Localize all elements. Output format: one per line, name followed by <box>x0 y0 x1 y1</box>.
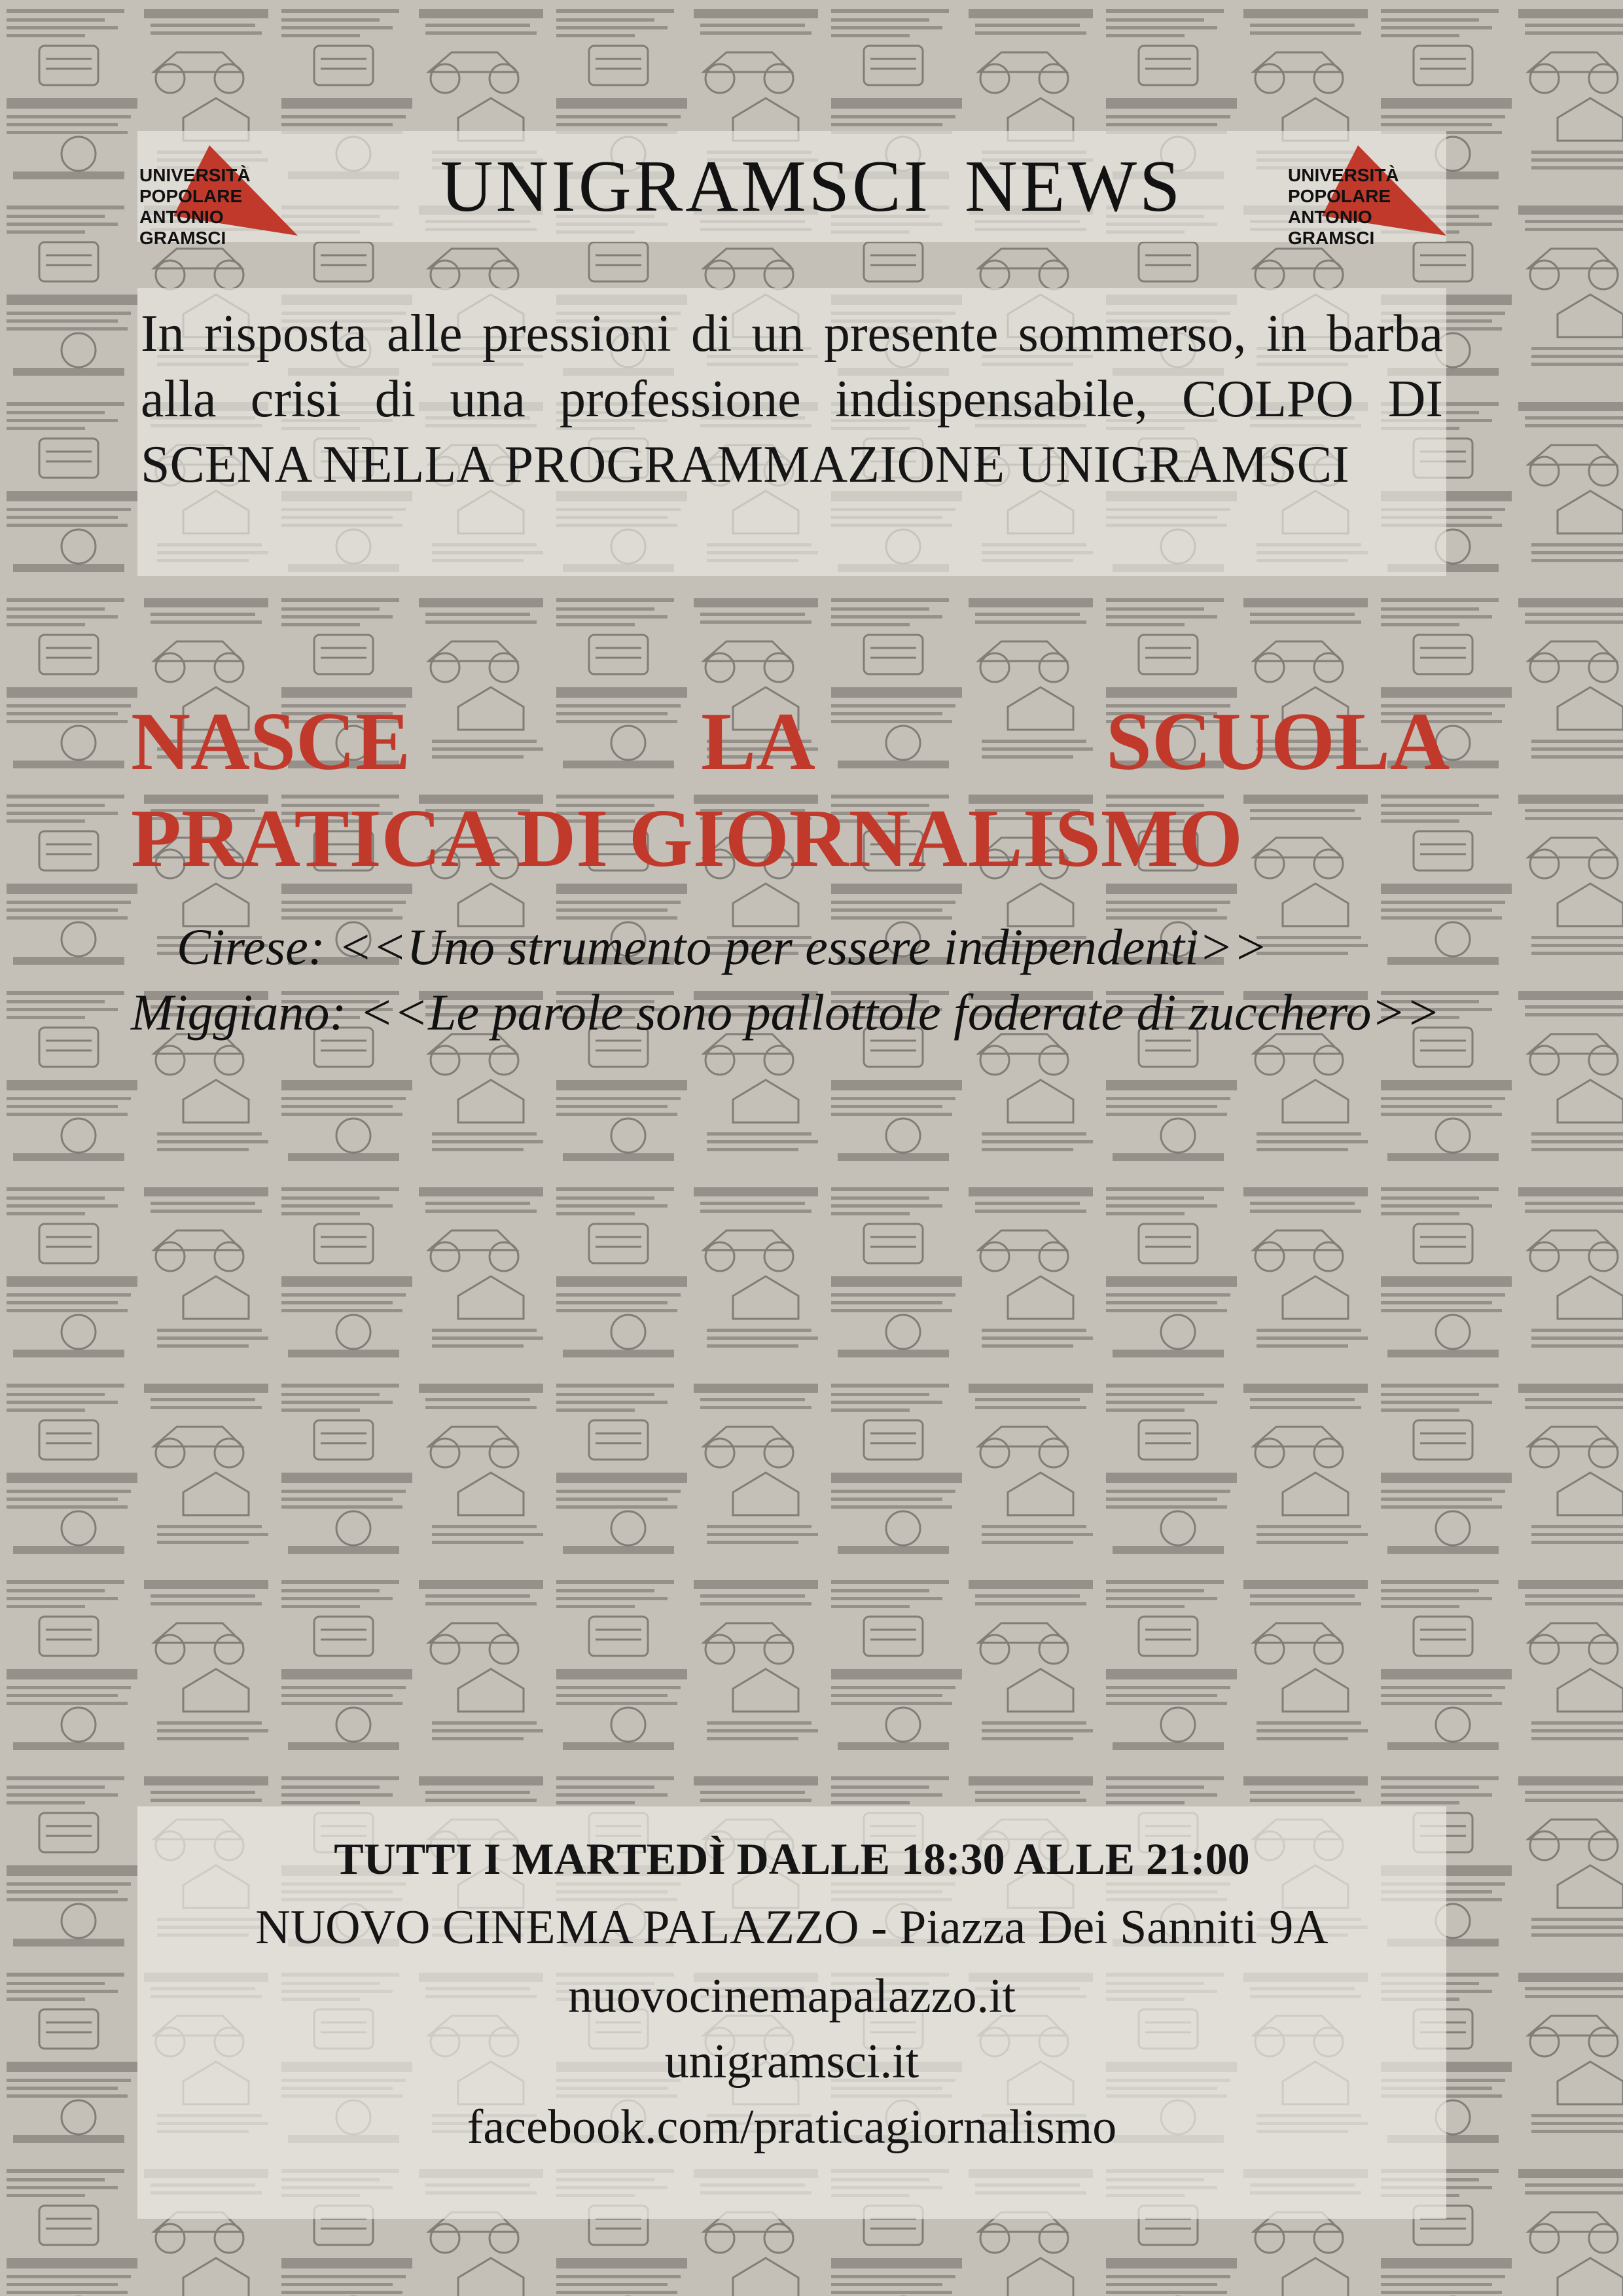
logo-right <box>1283 137 1453 248</box>
headline <box>131 694 1450 888</box>
quote-cirese <box>131 916 1453 978</box>
logo-line-1: UNIVERSITÀ POPOLARE <box>139 165 251 206</box>
facebook-link[interactable]: facebook.com/praticagiornalismo <box>467 2100 1117 2154</box>
logo-line-2: ANTONIO GRAMSCI <box>1288 207 1375 248</box>
venue-text: NUOVO CINEMA PALAZZO - Piazza Dei Sanniti 9A <box>255 1901 1329 1954</box>
headline-word: LA <box>700 696 816 787</box>
website-link-unigramsci[interactable]: unigramsci.it <box>664 2035 919 2089</box>
headline-word: SCUOLA <box>1105 696 1450 787</box>
logo-line-1: UNIVERSITÀ POPOLARE <box>1288 165 1399 206</box>
logo-text <box>1288 165 1452 249</box>
logo-left <box>134 137 304 248</box>
quote-speaker: Miggiano: <box>131 984 347 1041</box>
masthead-title: UNIGRAMSCI NEWS <box>440 146 1183 227</box>
quote-text: <<Le parole sono pallottole foderate di zucchero>> <box>359 984 1440 1041</box>
headline-word: NASCE <box>131 696 411 787</box>
logo-line-2: ANTONIO GRAMSCI <box>139 207 226 248</box>
headline-line-2: PRATICA DI GIORNALISMO <box>131 793 1243 884</box>
quote-text: <<Uno strumento per essere indipendenti>> <box>338 918 1268 975</box>
logo-text <box>139 165 303 249</box>
quote-miggiano <box>131 982 1453 1043</box>
website-link-cinema[interactable]: nuovocinemapalazzo.it <box>567 1969 1016 2023</box>
schedule-text: TUTTI I MARTEDÌ DALLE 18:30 ALLE 21:00 <box>334 1834 1250 1884</box>
headline-line-1 <box>131 694 1450 791</box>
intro-paragraph: In risposta alle pressioni di un presente sommerso, in barba alla crisi di una professione indispensabile, COLPO DI SCENA NELLA PROGRAMMAZIONE UNIGRAMSCI <box>141 305 1443 493</box>
quote-speaker: Cirese: <box>177 918 325 975</box>
